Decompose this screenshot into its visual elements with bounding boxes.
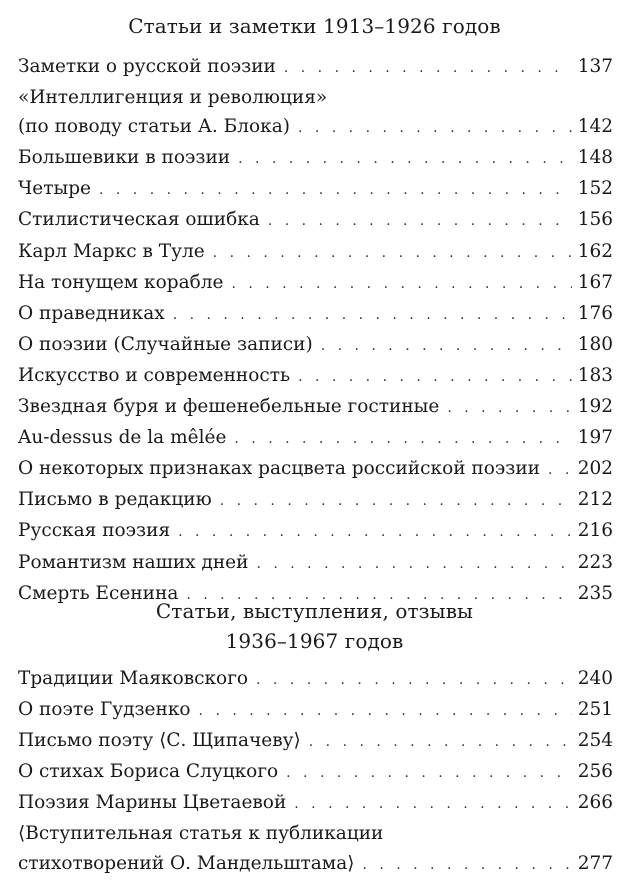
dot-leader [213, 239, 572, 268]
entry-page-number: 202 [577, 458, 613, 480]
entry-title: Искусство и современность [18, 364, 291, 386]
dot-leader [99, 176, 572, 205]
toc-entry[interactable] [18, 83, 613, 143]
entry-page-number: 266 [577, 792, 613, 814]
dot-leader [234, 425, 571, 454]
dot-leader [231, 270, 571, 299]
toc-entry[interactable] [18, 548, 613, 579]
dot-leader [284, 54, 572, 83]
dot-leader [286, 759, 572, 788]
entry-title: Большевики в поэзии [18, 147, 231, 169]
section-title: Статьи, выступления, отзывы [155, 599, 474, 623]
entry-title-line1: ⟨Вступительная статья к публикации [18, 823, 384, 845]
entry-title: На тонущем корабле [18, 271, 224, 293]
entry-page-number: 180 [577, 333, 613, 355]
entry-page-number: 152 [577, 178, 613, 200]
entry-title: О поэте Гудзенко [18, 699, 191, 721]
entry-title: Стилистическая ошибка [18, 209, 260, 231]
entry-title: (по поводу статьи А. Блока) [18, 116, 290, 138]
section-title: Статьи и заметки 1913–1926 годов [128, 14, 501, 38]
dot-leader [298, 114, 572, 143]
dot-leader [294, 790, 571, 819]
entry-title-line1: «Интеллигенция и революция» [18, 87, 328, 109]
entry-title: Заметки о русской поэзии [18, 56, 276, 77]
entry-title: Смерть Есенина [18, 582, 179, 604]
entry-page-number: 176 [577, 302, 613, 324]
entry-title: О некоторых признаках расцвета российской поэзии [18, 458, 540, 480]
toc-entry[interactable] [18, 299, 613, 330]
entry-title: О праведниках [18, 302, 165, 324]
entry-title: Поэзия Марины Цветаевой [18, 792, 287, 814]
toc-list [18, 52, 613, 610]
entry-page-number: 251 [577, 699, 613, 721]
toc-entry[interactable] [18, 664, 613, 695]
dot-leader [548, 456, 572, 485]
dot-leader [220, 487, 572, 516]
dot-leader [173, 301, 572, 330]
entry-page-number: 235 [577, 582, 613, 604]
dot-leader [309, 728, 572, 757]
toc-entry[interactable] [18, 361, 613, 392]
entry-page-number: 142 [577, 116, 613, 138]
toc-entry[interactable] [18, 143, 613, 174]
toc-entry[interactable] [18, 237, 613, 268]
entry-page-number: 167 [577, 271, 613, 293]
toc-entry[interactable] [18, 726, 613, 757]
toc-entry[interactable] [18, 516, 613, 547]
entry-title: Традиции Маяковского [18, 668, 249, 689]
toc-list [18, 664, 613, 880]
entry-page-number: 137 [577, 56, 613, 77]
entry-page-number: 162 [577, 240, 613, 262]
entry-page-number: 183 [577, 364, 613, 386]
entry-title: Au-dessus de la mêlée [18, 427, 227, 449]
toc-entry[interactable] [18, 52, 613, 83]
entry-title: Русская поэзия [18, 520, 171, 542]
dot-leader [447, 394, 571, 423]
dot-leader [256, 666, 572, 695]
entry-page-number: 216 [577, 520, 613, 542]
dot-leader [362, 851, 571, 880]
toc-entry[interactable] [18, 454, 613, 485]
entry-page-number: 254 [577, 730, 613, 752]
toc-entry[interactable] [18, 695, 613, 726]
entry-page-number: 223 [577, 551, 613, 573]
entry-title: Письмо поэту ⟨С. Щипачеву⟩ [18, 730, 301, 752]
toc-entry[interactable] [18, 205, 613, 236]
entry-page-number: 212 [577, 489, 613, 511]
entry-page-number: 256 [577, 761, 613, 783]
toc-entry[interactable] [18, 788, 613, 819]
toc-entry[interactable] [18, 819, 613, 879]
toc-entry[interactable] [18, 485, 613, 516]
entry-page-number: 156 [577, 209, 613, 231]
entry-title: О поэзии (Случайные записи) [18, 333, 313, 355]
toc-entry[interactable] [18, 330, 613, 361]
dot-leader [238, 145, 572, 174]
toc-entry[interactable] [18, 174, 613, 205]
toc-entry[interactable] [18, 757, 613, 788]
dot-leader [268, 207, 572, 236]
entry-title: стихотворений О. Мандельштама⟩ [18, 852, 355, 874]
dot-leader [178, 518, 572, 547]
toc-entry[interactable] [18, 392, 613, 423]
entry-page-number: 277 [577, 852, 613, 874]
entry-page-number: 197 [577, 427, 613, 449]
entry-page-number: 240 [577, 668, 613, 689]
dot-leader [321, 332, 572, 361]
dot-leader [256, 550, 571, 579]
entry-title: Письмо в редакцию [18, 489, 212, 511]
entry-title: Звездная буря и фешенебельные гостиные [18, 396, 440, 418]
dot-leader [298, 363, 572, 392]
dot-leader [199, 697, 572, 726]
section-subtitle: 1936–1967 годов [225, 629, 404, 653]
entry-title: О стихах Бориса Слуцкого [18, 761, 279, 783]
toc-entry[interactable] [18, 423, 613, 454]
entry-title: Карл Маркс в Туле [18, 240, 205, 262]
entry-page-number: 192 [577, 396, 613, 418]
entry-title: Романтизм наших дней [18, 551, 249, 573]
entry-page-number: 148 [577, 147, 613, 169]
entry-title: Четыре [18, 178, 91, 200]
toc-entry[interactable] [18, 268, 613, 299]
